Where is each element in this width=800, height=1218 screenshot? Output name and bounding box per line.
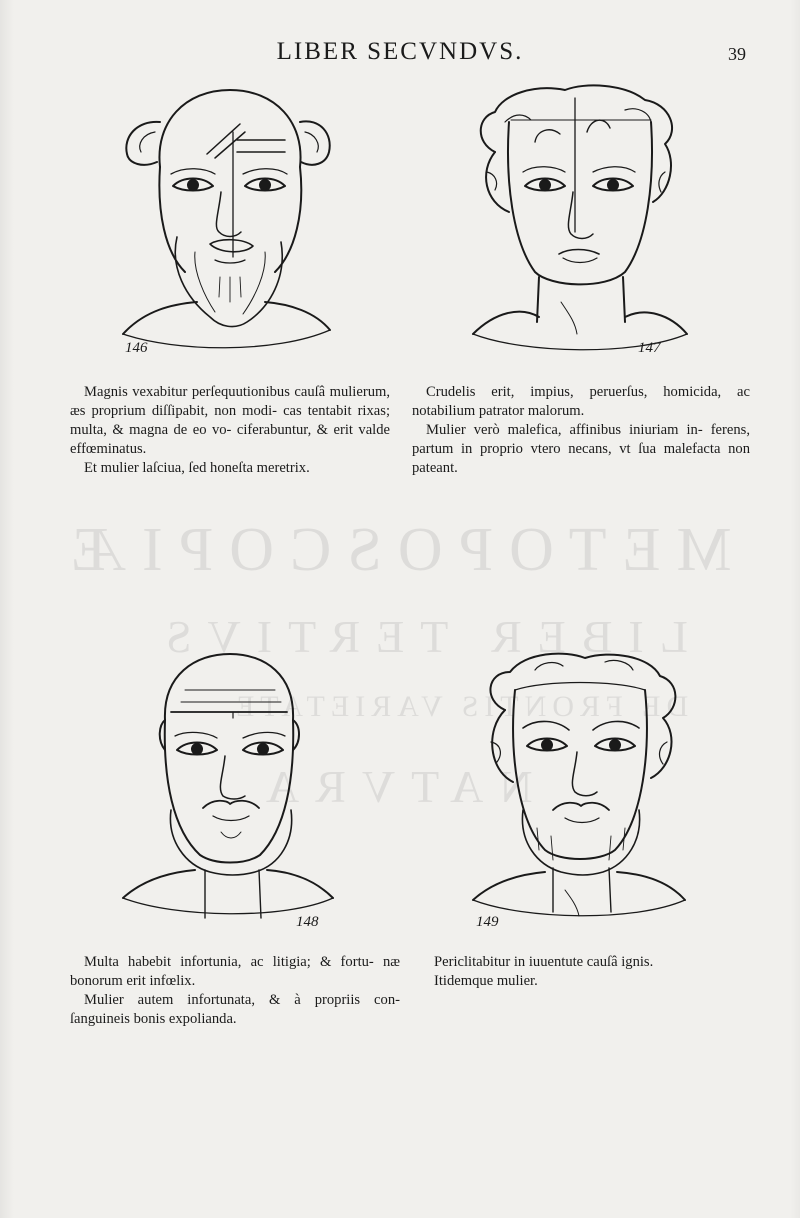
description-147-woman: Mulier verò malefica, affinibus iniuriam in- ferens, partum in proprio vtero necans, vt ſua malefacta non pateant. xyxy=(412,422,750,476)
face-figure-146 xyxy=(115,82,345,362)
show-through-line-3: DE FRONTIS VARIETATE xyxy=(230,690,689,723)
description-148-woman: Mulier autem infortunata, & à propriis con- ſanguineis bonis expolianda. xyxy=(70,992,400,1027)
description-149-man: Periclitabitur in iuuentute cauſâ ignis. xyxy=(434,954,654,970)
figure-number: 149 xyxy=(476,914,499,930)
figure-number: 146 xyxy=(125,340,148,356)
description-146-man: Magnis vexabitur perſequutionibus cauſâ mulierum, æs proprium diſſipabit, non modi- cas tentabit rixas; multa, & magna de eo vo- ciferabuntur, & erit valde effœminatus. xyxy=(70,384,390,457)
face-figure-149 xyxy=(465,650,695,930)
description-149-woman: Itidemque mulier. xyxy=(434,973,538,989)
face-figure-148 xyxy=(115,650,345,930)
figure-number: 148 xyxy=(296,914,319,930)
description-147 xyxy=(412,383,750,478)
description-148-man: Multa habebit infortunia, ac litigia; & fortu- næ bonorum erit infœlix. xyxy=(70,954,400,989)
description-146 xyxy=(70,383,390,478)
running-header: LIBER SECVNDVS. xyxy=(276,38,524,65)
show-through-line-1: METOPOSCOPIÆ xyxy=(55,516,732,584)
description-146-woman: Et mulier laſciua, ſed honeſta meretrix. xyxy=(84,460,310,476)
description-147-man: Crudelis erit, impius, peruerſus, homicida, ac notabilium patrator malorum. xyxy=(412,384,750,419)
figure-number: 147 xyxy=(638,340,661,356)
face-figure-147 xyxy=(465,82,695,362)
description-148 xyxy=(70,953,400,1029)
show-through-line-2: LIBER TERTIVS xyxy=(150,611,688,662)
description-149 xyxy=(420,953,750,991)
page-number: 39 xyxy=(728,44,746,64)
show-through-line-4: NATVRA xyxy=(250,761,533,812)
